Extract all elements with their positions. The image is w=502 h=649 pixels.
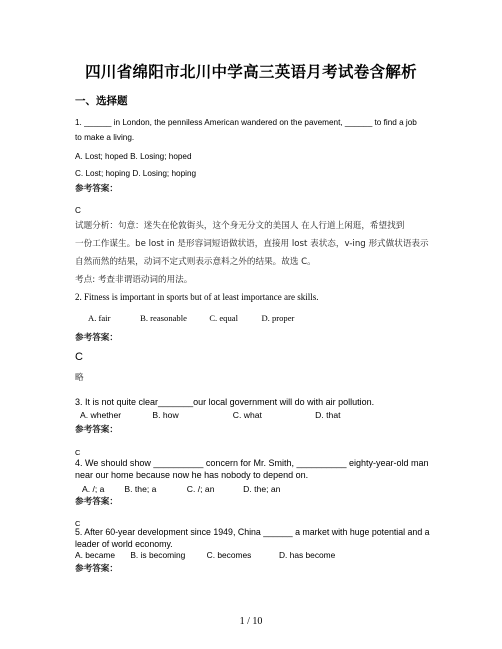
q5-option-d: D. has become [278,550,336,560]
q1-answer-label: 参考答案： [75,184,118,194]
q2-option-a: A. fair [88,313,111,323]
section-heading: 一、选择题 [75,95,128,107]
q4-option-d: D. the; an [243,484,281,494]
q4-options [82,484,280,495]
q1-options-line2: C. Lost; hoping D. Losing; hoping [75,169,197,178]
q1-analysis-line2: 一份工作谋生。be lost in 是形容词短语做状语，直接用 lost 表状态，v-ing 形式做状语表示 [75,239,429,249]
q2-answer: C [75,351,83,363]
q5-stem-line1: 5. After 60-year development since 1949, China ______ a market with huge potential and a [75,527,430,537]
q1-answer: C [75,206,81,215]
q1-stem-line2: to make a living. [75,133,135,142]
q3-stem: 3. It is not quite clear_______our local government will do with air pollution. [75,397,375,407]
q1-knowledge-point: 考点: 考查非谓语动词的用法。 [75,275,193,285]
q2-option-c: C. equal [209,313,238,323]
q4-option-a: A. /; a [82,484,105,494]
q5-option-b: B. is becoming [130,550,186,560]
q2-note: 略 [75,373,84,383]
q3-option-c: C. what [232,410,262,420]
q4-answer-label: 参考答案： [75,497,118,507]
q5-option-a: A. became [75,550,116,560]
q5-option-c: C. becomes [206,550,252,560]
q2-answer-label: 参考答案： [75,333,118,343]
q5-stem-line2: leader of world economy. [75,539,173,549]
q1-stem-line1: 1. ______ in London, the penniless American wandered on the pavement, ______ to find a job [75,118,417,127]
q2-option-d: D. proper [261,313,295,323]
q2-option-b: B. reasonable [140,313,187,323]
q4-answer: C [75,519,81,528]
q4-stem-line2: near our home because now he has nobody to depend on. [75,470,309,480]
q1-analysis-line1: 试题分析：句意：迷失在伦敦街头，这个身无分文的美国人 在人行道上闲逛，希望找到 [75,221,405,231]
q3-answer: C [75,448,81,457]
q4-stem-line1: 4. We should show __________ concern for Mr. Smith, __________ eighty-year-old man [75,458,429,468]
q3-options [80,410,341,421]
q3-option-d: D. that [315,410,341,420]
q3-option-a: A. whether [80,410,122,420]
q3-answer-label: 参考答案： [75,425,118,435]
q2-stem: 2. Fitness is important in sports but of at least importance are skills. [75,292,319,302]
document-title: 四川省绵阳市北川中学高三英语月考试卷含解析 [85,63,417,81]
q5-options [75,550,335,561]
q1-options-line1: A. Lost; hoped B. Losing; hoped [75,152,192,161]
q3-option-b: B. how [152,410,179,420]
q1-analysis-line3: 自然而然的结果，动词不定式则表示意料之外的结果。故选 C。 [75,257,316,267]
q4-option-c: C. /; an [186,484,215,494]
page-number: 1 / 10 [239,616,263,627]
q2-options [88,313,294,324]
q4-option-b: B. the; a [124,484,157,494]
q5-answer-label: 参考答案： [75,564,118,574]
